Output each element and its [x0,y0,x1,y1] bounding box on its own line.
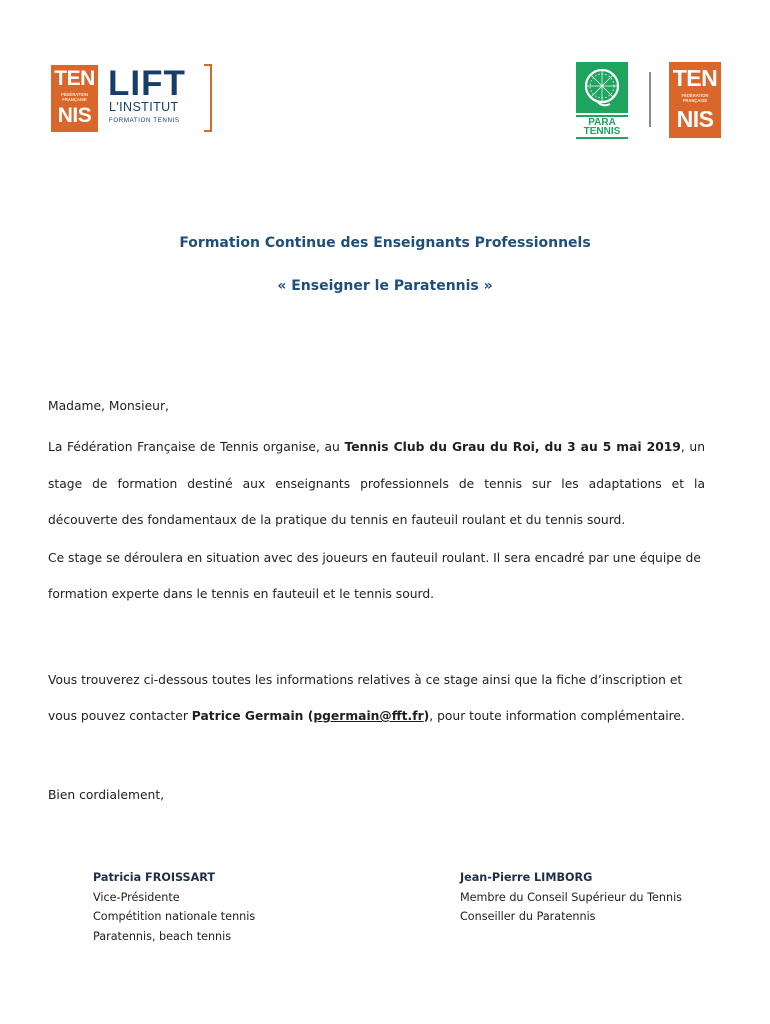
signatory-1 [93,868,255,946]
signatory-1-name: Patricia FROISSART [93,871,216,884]
signatory-1-role: Vice-Présidente [93,890,180,904]
logo-ten-text: TEN [54,67,95,90]
para-logo-rule-bottom [576,137,628,139]
logo-nis-text: NIS [57,104,92,127]
lift-logo-name: LIFT [108,64,186,103]
signatory-2-role: Conseiller du Paratennis [460,910,596,923]
lift-logo-tagline: FORMATION TENNIS [109,117,180,124]
event-venue-dates: Tennis Club du Grau du Roi, du 3 au 5 mai 2019 [344,440,681,454]
logo-nis-text: NIS [676,106,714,132]
fft-tennis-logo-right [669,62,721,138]
paragraph-1-line-2: stage de formation destiné aux enseignants professionnels de tennis sur les adaptations et la [48,477,705,491]
logo-federation-line1: FÉDÉRATION [681,93,709,98]
logo-divider [649,72,651,127]
paragraph-1-line-3: découverte des fondamentaux de la pratique du tennis en fauteuil roulant et du tennis sourd. [48,513,626,527]
paragraph-3-line-2 [48,708,685,724]
fft-tennis-logo-left [51,65,98,132]
signatory-2-role: Membre du Conseil Supérieur du Tennis [460,890,682,904]
p3-text-end: , pour toute information complémentaire. [429,709,685,723]
salutation: Madame, Monsieur, [48,399,169,413]
wheelchair-icon [576,62,628,113]
paragraph-2-line-2: formation experte dans le tennis en fauteuil et le tennis sourd. [48,587,435,601]
logo-federation-line2: FRANÇAISE [62,97,87,102]
logo-ten-text: TEN [672,65,718,91]
paragraph-1-line-1 [48,439,705,455]
p3-text: vous pouvez contacter [48,709,192,723]
lift-logo-subtitle: L'INSTITUT [109,100,179,114]
signatory-2-name: Jean-Pierre LIMBORG [460,871,593,884]
para-logo-line1: PARA [588,117,616,128]
signatory-1-role: Compétition nationale tennis [93,910,256,923]
signatory-1-role: Paratennis, beach tennis [93,929,232,943]
contact-name: Patrice Germain ( [191,709,314,723]
paragraph-2-line-1: Ce stage se déroulera en situation avec des joueurs en fauteuil roulant. Il sera encadré par une équipe de [48,551,701,565]
logo-federation-line1: FÉDÉRATION [61,92,88,97]
signatory-2 [460,868,682,927]
p1-text-end: , un [680,440,705,454]
paragraph-3-line-1: Vous trouverez ci-dessous toutes les informations relatives à ce stage ainsi que la fiche d’inscription et [48,673,683,687]
lift-logo-bracket [204,64,212,132]
logo-federation-line2: FRANÇAISE [682,98,708,103]
document-title: Formation Continue des Enseignants Professionnels [179,235,591,251]
document-subtitle: « Enseigner le Paratennis » [277,278,493,294]
para-logo-line2: TENNIS [583,126,621,137]
contact-email-link[interactable]: pgermain@fft.fr [313,709,424,723]
contact-paren-close: ) [423,709,430,723]
p1-text: La Fédération Française de Tennis organise, au [48,440,345,454]
paratennis-logo [576,62,628,138]
closing: Bien cordialement, [48,788,165,802]
